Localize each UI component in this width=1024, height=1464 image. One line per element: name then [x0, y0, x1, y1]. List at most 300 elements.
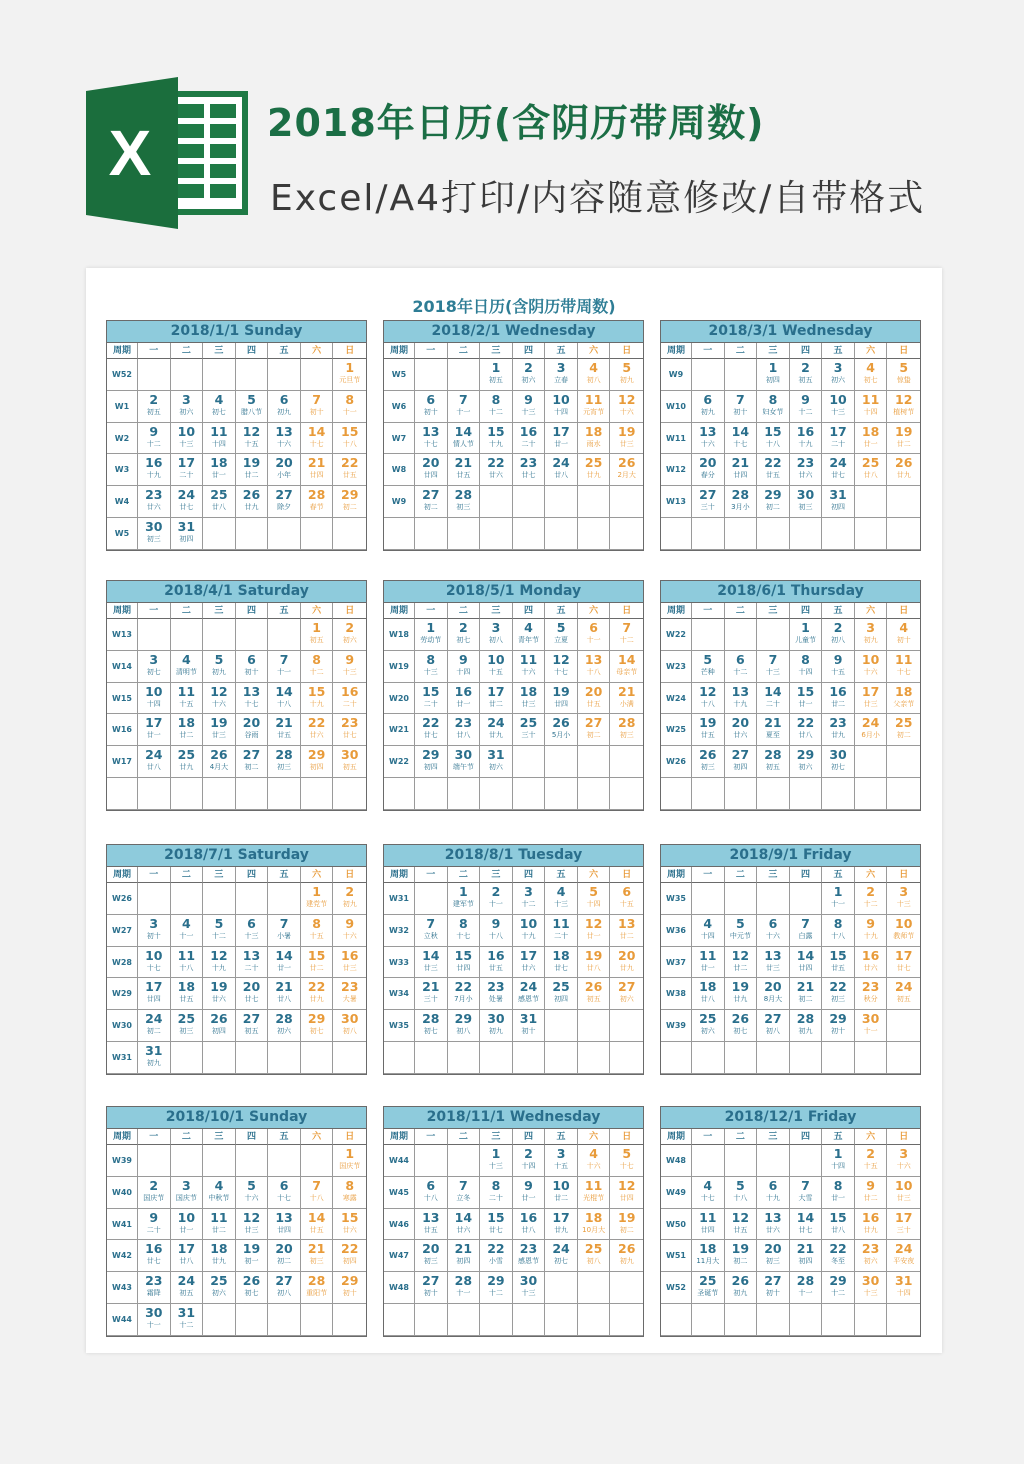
day-cell [855, 619, 888, 651]
lunar-date: 十一 [798, 1289, 813, 1298]
day-number: 31 [177, 1304, 196, 1320]
day-cell [887, 486, 920, 518]
day-number: 14 [307, 423, 326, 439]
lunar-date: 十三 [423, 667, 438, 676]
lunar-date: 二十 [521, 439, 536, 448]
lunar-date: 廿七 [831, 471, 846, 480]
weekday-header: 一 [692, 603, 725, 619]
weekday-header: 二 [448, 867, 481, 883]
day-number: 4 [524, 620, 533, 635]
day-cell [268, 619, 301, 651]
day-cell [545, 391, 578, 423]
day-cell [333, 1272, 366, 1304]
day-cell [822, 683, 855, 715]
day-cell [203, 423, 236, 455]
day-cell [692, 714, 725, 746]
lunar-date: 初六 [521, 376, 536, 384]
day-cell [855, 486, 888, 518]
lunar-date: 初十 [146, 931, 161, 940]
day-cell [855, 947, 888, 979]
lunar-date: 十四 [863, 407, 878, 416]
day-number: 20 [275, 455, 293, 471]
day-cell [610, 1177, 643, 1209]
lunar-date: 十四 [211, 439, 226, 448]
day-number: 2 [149, 391, 159, 407]
lunar-date: 11月大 [696, 1257, 720, 1266]
day-number: 10 [145, 947, 163, 963]
day-cell [545, 423, 578, 455]
day-number: 4 [182, 651, 191, 667]
lunar-date: 平安夜 [893, 1257, 915, 1266]
day-number: 9 [345, 915, 355, 931]
day-cell [448, 746, 481, 778]
weekday-header: 一 [692, 1129, 725, 1145]
day-cell [610, 1272, 643, 1304]
day-cell [610, 518, 643, 550]
lunar-date: 廿五 [765, 471, 780, 480]
day-cell [887, 1010, 920, 1042]
day-cell [480, 683, 513, 715]
lunar-date: 初二 [896, 731, 911, 740]
lunar-date: 初七 [554, 1257, 569, 1266]
day-cell [236, 423, 269, 455]
day-number: 19 [895, 423, 913, 439]
day-number: 9 [345, 651, 355, 667]
lunar-date: 初七 [733, 1027, 748, 1036]
lunar-date: 廿三 [896, 1193, 911, 1202]
lunar-date: 廿一 [798, 699, 813, 708]
weekday-header: 三 [203, 603, 236, 619]
day-cell [236, 1177, 269, 1209]
day-cell [725, 391, 758, 423]
day-number: 8 [426, 651, 436, 667]
day-cell [790, 714, 823, 746]
day-number: 14 [764, 683, 782, 699]
day-cell [855, 359, 888, 391]
lunar-date: 初九 [700, 407, 715, 416]
day-number: 3 [149, 915, 159, 931]
lunar-date: 初九 [798, 1027, 813, 1036]
lunar-date: 廿八 [456, 731, 471, 740]
day-cell [855, 915, 888, 947]
day-cell [236, 486, 269, 518]
lunar-date: 十八 [342, 439, 357, 448]
week-column-header: 周期 [661, 603, 692, 619]
lunar-date: 三十 [521, 731, 536, 740]
lunar-date: 初七 [456, 636, 471, 644]
weekday-header: 一 [692, 867, 725, 883]
day-number: 21 [796, 1241, 815, 1257]
day-number: 7 [801, 1177, 810, 1193]
day-cell [171, 486, 204, 518]
day-cell [301, 651, 334, 683]
day-cell [203, 714, 236, 746]
day-cell [415, 486, 448, 518]
day-number: 30 [487, 1011, 505, 1027]
day-cell [725, 947, 758, 979]
day-cell [333, 883, 366, 915]
lunar-date: 初六 [863, 1257, 878, 1266]
lunar-date: 青年节 [517, 636, 539, 644]
weekday-header: 日 [333, 343, 366, 359]
day-cell [138, 1010, 171, 1042]
day-number: 27 [731, 747, 750, 763]
lunar-date: 十一 [863, 1027, 878, 1036]
day-cell [757, 947, 790, 979]
day-cell [855, 1240, 888, 1272]
weekday-header: 六 [578, 867, 611, 883]
day-cell [513, 978, 546, 1010]
day-cell [301, 915, 334, 947]
week-number: W2 [107, 423, 138, 455]
day-cell [578, 683, 611, 715]
day-number: 1 [833, 1146, 843, 1161]
day-cell [301, 1272, 334, 1304]
day-cell [301, 1240, 334, 1272]
day-cell [790, 619, 823, 651]
day-number: 6 [768, 915, 778, 931]
day-cell [822, 619, 855, 651]
day-cell [138, 1304, 171, 1336]
weekday-header: 五 [822, 603, 855, 619]
day-number: 1 [312, 620, 321, 635]
day-number: 22 [454, 979, 473, 995]
lunar-date: 廿九 [309, 995, 324, 1004]
lunar-date: 廿五 [456, 471, 471, 480]
day-number: 24 [861, 715, 880, 731]
lunar-date: 8月大 [763, 995, 783, 1004]
weekday-header: 三 [757, 603, 790, 619]
lunar-date: 廿七 [244, 995, 259, 1004]
lunar-date: 除夕 [277, 503, 292, 512]
lunar-date: 十四 [798, 667, 813, 676]
lunar-date: 廿八 [211, 503, 226, 512]
lunar-date: 十二 [521, 900, 536, 908]
day-cell [725, 883, 758, 915]
day-cell [268, 1304, 301, 1336]
lunar-date: 廿八 [700, 995, 715, 1004]
day-number: 1 [312, 884, 321, 899]
day-number: 3 [866, 620, 875, 635]
weekday-header: 三 [203, 343, 236, 359]
day-number: 25 [519, 715, 538, 731]
lunar-date: 廿五 [423, 1225, 438, 1234]
weekday-header: 五 [268, 867, 301, 883]
lunar-date: 十一 [179, 931, 194, 940]
day-cell [790, 454, 823, 486]
day-cell [578, 486, 611, 518]
day-cell [757, 778, 790, 810]
day-number: 10 [895, 1177, 913, 1193]
day-number: 28 [796, 1273, 815, 1289]
day-number: 23 [519, 455, 538, 471]
week-number [661, 778, 692, 810]
lunar-date: 廿四 [554, 699, 569, 708]
day-number: 11 [584, 1177, 603, 1193]
day-number: 29 [454, 1011, 473, 1027]
lunar-date: 十四 [554, 407, 569, 416]
day-number: 9 [866, 1177, 875, 1193]
day-cell [692, 486, 725, 518]
lunar-date: 廿二 [179, 731, 194, 740]
lunar-date: 廿八 [863, 471, 878, 480]
lunar-date: 初三 [831, 995, 846, 1004]
day-cell [692, 518, 725, 550]
month-header: 2018/2/1 Wednesday [384, 321, 643, 343]
day-number: 27 [242, 747, 261, 763]
day-cell [513, 1240, 546, 1272]
day-number: 25 [210, 1273, 228, 1289]
day-number: 25 [861, 455, 880, 471]
day-cell [203, 619, 236, 651]
day-cell [268, 391, 301, 423]
month-calendar [383, 1106, 644, 1337]
day-number: 29 [307, 1011, 326, 1027]
day-number: 2 [833, 620, 843, 635]
day-cell [790, 1209, 823, 1241]
day-cell [545, 883, 578, 915]
lunar-date: 十一 [342, 407, 357, 416]
day-number: 18 [177, 715, 196, 731]
month-calendar [383, 320, 644, 551]
lunar-date: 初二 [244, 763, 259, 772]
lunar-date: 十三 [554, 900, 569, 908]
day-cell [578, 454, 611, 486]
day-number: 21 [454, 455, 473, 471]
day-number: 22 [307, 979, 326, 995]
day-cell [887, 1304, 920, 1336]
day-number: 21 [275, 979, 293, 995]
weekday-header: 六 [301, 1129, 334, 1145]
day-cell [171, 1240, 204, 1272]
day-cell [855, 518, 888, 550]
lunar-date: 立夏 [554, 636, 569, 644]
day-cell [887, 1209, 920, 1241]
lunar-date: 腊八节 [240, 407, 262, 416]
day-cell [236, 391, 269, 423]
lunar-date: 感恩节 [517, 1257, 539, 1266]
weekday-header: 二 [725, 343, 758, 359]
day-cell [757, 683, 790, 715]
week-number: W31 [384, 883, 415, 915]
week-number: W42 [107, 1240, 138, 1272]
day-number: 3 [556, 360, 566, 375]
lunar-date: 清明节 [175, 667, 197, 676]
day-number: 13 [699, 423, 717, 439]
day-cell [138, 619, 171, 651]
week-column-header: 周期 [661, 1129, 692, 1145]
day-number: 19 [731, 979, 750, 995]
lunar-date: 初二 [342, 503, 357, 512]
month-header: 2018/6/1 Thursday [661, 581, 920, 603]
day-number: 9 [491, 915, 501, 931]
day-cell [333, 746, 366, 778]
day-cell [822, 391, 855, 423]
day-cell [203, 1240, 236, 1272]
day-cell [725, 1240, 758, 1272]
month-calendar [660, 320, 921, 551]
day-number: 20 [422, 455, 440, 471]
weekday-header: 一 [415, 1129, 448, 1145]
lunar-date: 初五 [896, 995, 911, 1004]
month-calendar [660, 1106, 921, 1337]
lunar-date: 廿八 [521, 1225, 536, 1234]
day-number: 19 [584, 947, 603, 963]
day-number: 4 [866, 360, 875, 375]
day-cell [578, 1304, 611, 1336]
week-number: W10 [661, 391, 692, 423]
lunar-date: 十六 [342, 931, 357, 940]
week-number: W12 [661, 454, 692, 486]
day-cell [171, 978, 204, 1010]
day-number: 2 [459, 620, 468, 635]
day-cell [333, 1177, 366, 1209]
day-number: 20 [422, 1241, 440, 1257]
day-cell [333, 1010, 366, 1042]
day-cell [692, 619, 725, 651]
day-cell [415, 947, 448, 979]
lunar-date: 初九 [146, 1058, 161, 1067]
weekday-header: 三 [203, 867, 236, 883]
lunar-date: 十七 [244, 699, 259, 708]
day-cell [448, 1272, 481, 1304]
day-number: 29 [422, 747, 440, 763]
day-cell [268, 714, 301, 746]
lunar-date: 十二 [488, 1289, 503, 1298]
day-number: 22 [341, 1241, 359, 1257]
day-number: 12 [731, 947, 750, 963]
day-cell [138, 651, 171, 683]
day-number: 29 [796, 747, 815, 763]
day-cell [578, 883, 611, 915]
day-cell [138, 423, 171, 455]
day-cell [480, 1042, 513, 1074]
day-cell [513, 1272, 546, 1304]
day-number: 25 [177, 1011, 196, 1027]
day-number: 6 [768, 1177, 778, 1193]
day-number: 19 [552, 683, 570, 699]
day-number: 5 [556, 620, 566, 635]
day-number: 22 [764, 455, 782, 471]
day-cell [822, 1042, 855, 1074]
lunar-date: 十六 [619, 407, 634, 416]
weekday-header: 五 [268, 1129, 301, 1145]
weekday-header: 六 [855, 867, 888, 883]
day-cell [757, 619, 790, 651]
day-number: 5 [622, 360, 632, 375]
day-cell [513, 778, 546, 810]
day-number: 11 [519, 651, 538, 667]
day-number: 24 [145, 1011, 163, 1027]
day-cell [448, 359, 481, 391]
lunar-date: 感恩节 [517, 995, 539, 1004]
day-number: 8 [345, 1177, 355, 1193]
day-cell [692, 1272, 725, 1304]
lunar-date: 廿三 [765, 963, 780, 972]
day-number: 19 [618, 1209, 636, 1225]
week-number: W41 [107, 1209, 138, 1241]
lunar-date: 廿四 [798, 963, 813, 972]
day-number: 12 [242, 423, 261, 439]
day-cell [171, 883, 204, 915]
lunar-date: 十三 [488, 1162, 503, 1170]
weekday-header: 四 [236, 603, 269, 619]
day-cell [448, 1209, 481, 1241]
day-cell [790, 1042, 823, 1074]
week-number: W31 [107, 1042, 138, 1074]
day-cell [448, 1042, 481, 1074]
day-cell [301, 486, 334, 518]
day-number: 21 [454, 1241, 473, 1257]
day-cell [692, 746, 725, 778]
weekday-header: 三 [480, 343, 513, 359]
day-cell [448, 714, 481, 746]
day-number: 20 [699, 455, 717, 471]
day-cell [203, 518, 236, 550]
week-number [384, 518, 415, 550]
week-number: W13 [107, 619, 138, 651]
day-number: 10 [861, 651, 880, 667]
day-number: 30 [341, 747, 359, 763]
day-cell [480, 1145, 513, 1177]
lunar-date: 十六 [896, 1162, 911, 1170]
day-cell [757, 1272, 790, 1304]
day-cell [725, 423, 758, 455]
day-cell [448, 423, 481, 455]
day-cell [138, 746, 171, 778]
day-number: 18 [552, 947, 570, 963]
lunar-date: 十八 [309, 1193, 324, 1202]
day-cell [301, 454, 334, 486]
day-number: 1 [833, 884, 843, 899]
week-column-header: 周期 [661, 343, 692, 359]
day-number: 21 [275, 715, 293, 731]
week-number: W43 [107, 1272, 138, 1304]
day-cell [480, 619, 513, 651]
day-cell [513, 1010, 546, 1042]
day-cell [171, 1010, 204, 1042]
day-cell [513, 391, 546, 423]
lunar-date: 廿四 [733, 471, 748, 480]
lunar-date: 十二 [733, 667, 748, 676]
lunar-date: 初五 [146, 407, 161, 416]
lunar-date: 廿四 [309, 471, 324, 480]
lunar-date: 廿六 [733, 731, 748, 740]
day-cell [415, 1042, 448, 1074]
day-number: 30 [519, 1273, 538, 1289]
day-number: 8 [833, 915, 843, 931]
day-cell [692, 1209, 725, 1241]
lunar-date: 十三 [342, 667, 357, 676]
day-cell [448, 391, 481, 423]
week-number [661, 1042, 692, 1074]
day-cell [757, 1042, 790, 1074]
day-cell [887, 714, 920, 746]
day-number: 14 [275, 683, 293, 699]
lunar-date: 初八 [277, 1289, 292, 1298]
lunar-date: 初八 [456, 1027, 471, 1036]
day-cell [822, 518, 855, 550]
day-number: 28 [275, 1011, 293, 1027]
lunar-date: 十八 [277, 699, 292, 708]
day-number: 3 [182, 1177, 191, 1193]
week-number: W26 [661, 746, 692, 778]
day-number: 17 [895, 1209, 913, 1225]
lunar-date: 初六 [798, 763, 813, 772]
day-cell [333, 915, 366, 947]
lunar-date: 廿五 [831, 963, 846, 972]
day-cell [268, 746, 301, 778]
